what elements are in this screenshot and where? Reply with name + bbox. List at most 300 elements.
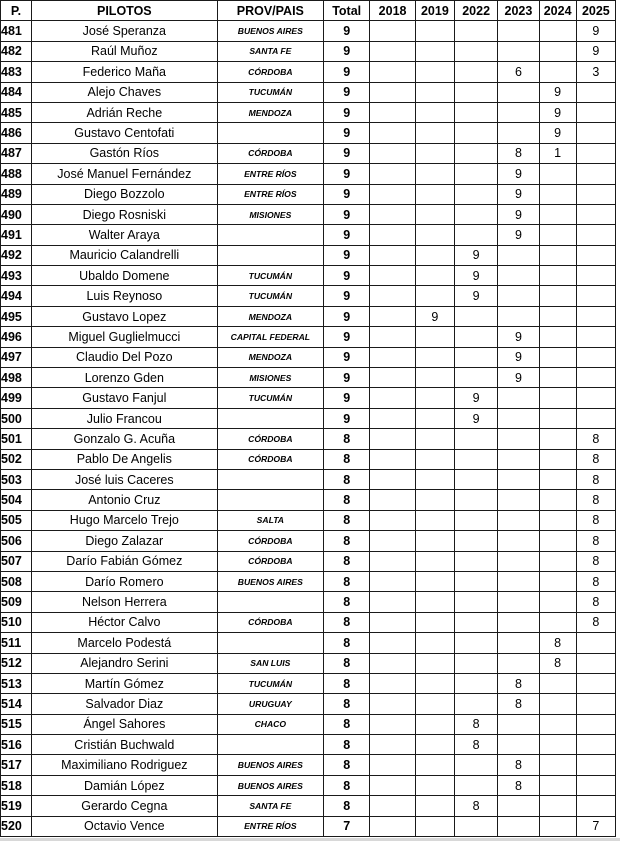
cell-position: 511 [1,633,32,653]
cell-2018 [370,449,415,469]
cell-pilot-name: Alejandro Serini [31,653,217,673]
cell-2025: 8 [576,531,615,551]
cell-2024 [539,592,576,612]
table-row [1,368,616,388]
cell-2025 [576,164,615,184]
cell-2024 [539,184,576,204]
cell-province [217,735,323,755]
cell-2018 [370,102,415,122]
cell-2023: 9 [498,204,539,224]
cell-pilot-name: Maximiliano Rodriguez [31,755,217,775]
header-2024: 2024 [539,1,576,21]
cell-province: SANTA FE [217,41,323,61]
cell-2024 [539,266,576,286]
cell-total: 8 [323,510,369,530]
cell-2019 [415,551,454,571]
cell-2024 [539,796,576,816]
table-row [1,204,616,224]
cell-2018 [370,368,415,388]
cell-2025 [576,653,615,673]
cell-2023 [498,490,539,510]
cell-2022 [454,41,497,61]
table-row [1,592,616,612]
cell-2019 [415,245,454,265]
cell-2022 [454,633,497,653]
cell-2024 [539,816,576,836]
cell-2024 [539,449,576,469]
cell-2019 [415,429,454,449]
cell-2023 [498,286,539,306]
cell-2022 [454,816,497,836]
cell-2024: 9 [539,102,576,122]
header-row [1,1,616,21]
cell-2022 [454,164,497,184]
cell-2025: 8 [576,429,615,449]
cell-2023 [498,816,539,836]
cell-2019 [415,714,454,734]
cell-2023 [498,123,539,143]
cell-2023: 8 [498,143,539,163]
cell-2025 [576,82,615,102]
cell-total: 8 [323,775,369,795]
cell-pilot-name: Hugo Marcelo Trejo [31,510,217,530]
cell-total: 8 [323,653,369,673]
cell-2023 [498,592,539,612]
cell-pilot-name: Diego Zalazar [31,531,217,551]
cell-2018 [370,21,415,41]
cell-total: 8 [323,551,369,571]
cell-2024: 8 [539,653,576,673]
cell-2023: 9 [498,327,539,347]
cell-position: 483 [1,62,32,82]
cell-2023 [498,388,539,408]
cell-2024 [539,245,576,265]
cell-position: 481 [1,21,32,41]
cell-2023 [498,245,539,265]
cell-total: 8 [323,592,369,612]
cell-province: CÓRDOBA [217,429,323,449]
cell-position: 504 [1,490,32,510]
cell-2024 [539,204,576,224]
cell-province: CÓRDOBA [217,612,323,632]
cell-2018 [370,143,415,163]
cell-pilot-name: Walter Araya [31,225,217,245]
cell-province: BUENOS AIRES [217,755,323,775]
table-row [1,164,616,184]
cell-2022 [454,143,497,163]
cell-total: 8 [323,694,369,714]
cell-2019 [415,408,454,428]
cell-position: 485 [1,102,32,122]
cell-province: MISIONES [217,368,323,388]
cell-total: 8 [323,490,369,510]
cell-total: 9 [323,184,369,204]
cell-2018 [370,735,415,755]
cell-total: 9 [323,368,369,388]
cell-2019 [415,592,454,612]
cell-pilot-name: Darío Romero [31,571,217,591]
cell-2019 [415,225,454,245]
cell-position: 520 [1,816,32,836]
cell-position: 519 [1,796,32,816]
cell-2023: 8 [498,673,539,693]
cell-pilot-name: Raúl Muñoz [31,41,217,61]
cell-position: 482 [1,41,32,61]
table-row [1,571,616,591]
cell-2019 [415,123,454,143]
cell-total: 8 [323,673,369,693]
cell-total: 8 [323,612,369,632]
cell-total: 8 [323,755,369,775]
table-row [1,21,616,41]
cell-2025: 8 [576,571,615,591]
cell-pilot-name: Martín Gómez [31,673,217,693]
cell-2023 [498,796,539,816]
cell-2023 [498,408,539,428]
cell-2018 [370,510,415,530]
cell-2019 [415,612,454,632]
cell-position: 492 [1,245,32,265]
table-row [1,714,616,734]
cell-2025 [576,388,615,408]
cell-province: SANTA FE [217,796,323,816]
cell-2023 [498,41,539,61]
cell-position: 503 [1,469,32,489]
cell-2025: 9 [576,41,615,61]
cell-2022: 8 [454,796,497,816]
cell-position: 490 [1,204,32,224]
cell-2019 [415,327,454,347]
cell-position: 486 [1,123,32,143]
cell-2018 [370,347,415,367]
cell-position: 499 [1,388,32,408]
cell-2023 [498,469,539,489]
cell-position: 517 [1,755,32,775]
cell-2022 [454,102,497,122]
cell-2018 [370,82,415,102]
cell-province: BUENOS AIRES [217,21,323,41]
cell-2025 [576,694,615,714]
cell-total: 9 [323,408,369,428]
cell-2023 [498,571,539,591]
cell-2018 [370,429,415,449]
cell-province: CÓRDOBA [217,143,323,163]
cell-2019 [415,449,454,469]
cell-2024 [539,368,576,388]
cell-2019 [415,633,454,653]
cell-pilot-name: Lorenzo Gden [31,368,217,388]
cell-pilot-name: Gerardo Cegna [31,796,217,816]
cell-position: 487 [1,143,32,163]
cell-2018 [370,796,415,816]
cell-2024 [539,286,576,306]
cell-2019 [415,755,454,775]
cell-position: 484 [1,82,32,102]
cell-position: 509 [1,592,32,612]
cell-2024 [539,612,576,632]
cell-2025: 8 [576,469,615,489]
cell-2023 [498,510,539,530]
cell-2023: 9 [498,368,539,388]
cell-position: 489 [1,184,32,204]
cell-2018 [370,306,415,326]
cell-province [217,592,323,612]
cell-province: MENDOZA [217,102,323,122]
table-row [1,408,616,428]
cell-2023 [498,735,539,755]
cell-total: 8 [323,449,369,469]
cell-2025: 8 [576,490,615,510]
cell-2018 [370,388,415,408]
cell-pilot-name: Diego Bozzolo [31,184,217,204]
cell-2022 [454,755,497,775]
cell-2024: 9 [539,82,576,102]
cell-2025: 8 [576,551,615,571]
table-row [1,388,616,408]
table-row [1,735,616,755]
cell-total: 8 [323,735,369,755]
cell-pilot-name: Gastón Ríos [31,143,217,163]
cell-2019 [415,816,454,836]
cell-2022 [454,694,497,714]
cell-province: URUGUAY [217,694,323,714]
cell-pilot-name: Adrián Reche [31,102,217,122]
cell-province [217,123,323,143]
cell-2022 [454,306,497,326]
cell-2019 [415,694,454,714]
cell-2023: 9 [498,225,539,245]
table-row [1,612,616,632]
cell-2018 [370,571,415,591]
table-row [1,184,616,204]
table-row [1,143,616,163]
cell-pilot-name: Héctor Calvo [31,612,217,632]
cell-position: 505 [1,510,32,530]
cell-position: 498 [1,368,32,388]
cell-2018 [370,551,415,571]
cell-2018 [370,612,415,632]
cell-province [217,225,323,245]
cell-position: 515 [1,714,32,734]
cell-2025 [576,184,615,204]
cell-pilot-name: Salvador Diaz [31,694,217,714]
cell-2018 [370,816,415,836]
cell-2019 [415,735,454,755]
cell-2024 [539,490,576,510]
cell-position: 488 [1,164,32,184]
header-position: P. [1,1,32,21]
cell-2022 [454,123,497,143]
cell-pilot-name: Luis Reynoso [31,286,217,306]
cell-2023 [498,266,539,286]
cell-2019 [415,347,454,367]
cell-province: TUCUMÁN [217,388,323,408]
cell-position: 516 [1,735,32,755]
cell-2022 [454,62,497,82]
cell-2024 [539,225,576,245]
cell-pilot-name: Miguel Guglielmucci [31,327,217,347]
header-2019: 2019 [415,1,454,21]
cell-total: 9 [323,306,369,326]
cell-2024 [539,164,576,184]
cell-2019 [415,266,454,286]
cell-province [217,408,323,428]
table-row [1,62,616,82]
cell-province [217,245,323,265]
cell-2025 [576,266,615,286]
cell-2019 [415,490,454,510]
cell-2025: 3 [576,62,615,82]
cell-pilot-name: Claudio Del Pozo [31,347,217,367]
cell-2024: 1 [539,143,576,163]
cell-2019 [415,204,454,224]
cell-2024 [539,673,576,693]
cell-2024 [539,429,576,449]
cell-2023: 9 [498,347,539,367]
cell-2019 [415,286,454,306]
cell-2024 [539,571,576,591]
cell-pilot-name: Cristián Buchwald [31,735,217,755]
cell-2022: 8 [454,735,497,755]
cell-2025: 8 [576,449,615,469]
cell-2022 [454,653,497,673]
table-row [1,245,616,265]
cell-2022 [454,204,497,224]
cell-2025: 8 [576,592,615,612]
cell-2022: 9 [454,286,497,306]
cell-pilot-name: Gustavo Fanjul [31,388,217,408]
cell-position: 510 [1,612,32,632]
cell-2022 [454,225,497,245]
cell-2022: 9 [454,408,497,428]
table-row [1,347,616,367]
cell-2022: 9 [454,388,497,408]
cell-2023 [498,82,539,102]
cell-province: SALTA [217,510,323,530]
cell-pilot-name: Antonio Cruz [31,490,217,510]
cell-province: MISIONES [217,204,323,224]
cell-2019 [415,510,454,530]
table-row [1,653,616,673]
cell-province: TUCUMÁN [217,673,323,693]
cell-2025 [576,204,615,224]
cell-2023 [498,449,539,469]
table-row [1,327,616,347]
cell-province: BUENOS AIRES [217,571,323,591]
cell-2019 [415,102,454,122]
cell-2024 [539,775,576,795]
cell-2024 [539,469,576,489]
header-pilots: PILOTOS [31,1,217,21]
cell-2025 [576,347,615,367]
cell-2022: 9 [454,245,497,265]
cell-2019 [415,673,454,693]
cell-2025 [576,143,615,163]
cell-pilot-name: Federico Maña [31,62,217,82]
cell-2023 [498,429,539,449]
cell-province: CÓRDOBA [217,531,323,551]
cell-2023: 8 [498,775,539,795]
table-row [1,755,616,775]
cell-position: 507 [1,551,32,571]
cell-position: 518 [1,775,32,795]
cell-total: 9 [323,41,369,61]
cell-2018 [370,673,415,693]
cell-province: TUCUMÁN [217,286,323,306]
table-row [1,775,616,795]
cell-province: MENDOZA [217,306,323,326]
cell-2024 [539,510,576,530]
cell-total: 9 [323,143,369,163]
cell-province [217,490,323,510]
table-row [1,510,616,530]
cell-2024 [539,327,576,347]
cell-2024 [539,347,576,367]
cell-2018 [370,204,415,224]
cell-2018 [370,327,415,347]
cell-2018 [370,184,415,204]
cell-position: 508 [1,571,32,591]
cell-2023 [498,612,539,632]
header-2018: 2018 [370,1,415,21]
cell-province: ENTRE RÍOS [217,816,323,836]
cell-2025 [576,368,615,388]
cell-2018 [370,633,415,653]
cell-province: ENTRE RÍOS [217,184,323,204]
cell-position: 506 [1,531,32,551]
cell-2019 [415,368,454,388]
cell-total: 9 [323,102,369,122]
cell-2025: 9 [576,21,615,41]
cell-2018 [370,408,415,428]
cell-2018 [370,469,415,489]
cell-2023 [498,306,539,326]
cell-2018 [370,775,415,795]
cell-2025 [576,714,615,734]
cell-2022 [454,184,497,204]
table-row [1,816,616,836]
cell-2025 [576,245,615,265]
table-row [1,694,616,714]
cell-total: 9 [323,266,369,286]
header-total: Total [323,1,369,21]
cell-position: 493 [1,266,32,286]
cell-pilot-name: José Manuel Fernández [31,164,217,184]
cell-position: 512 [1,653,32,673]
cell-2023 [498,714,539,734]
cell-2025 [576,633,615,653]
cell-total: 9 [323,164,369,184]
cell-pilot-name: Ángel Sahores [31,714,217,734]
cell-2024 [539,694,576,714]
cell-2024 [539,21,576,41]
cell-2018 [370,286,415,306]
cell-2025: 8 [576,510,615,530]
cell-2022 [454,347,497,367]
cell-2025 [576,327,615,347]
cell-position: 496 [1,327,32,347]
cell-2022 [454,510,497,530]
header-2025: 2025 [576,1,615,21]
cell-pilot-name: Gustavo Centofati [31,123,217,143]
cell-province: MENDOZA [217,347,323,367]
cell-pilot-name: Darío Fabián Gómez [31,551,217,571]
cell-2024 [539,388,576,408]
cell-2025 [576,796,615,816]
table-row [1,266,616,286]
cell-total: 8 [323,633,369,653]
table-row [1,82,616,102]
